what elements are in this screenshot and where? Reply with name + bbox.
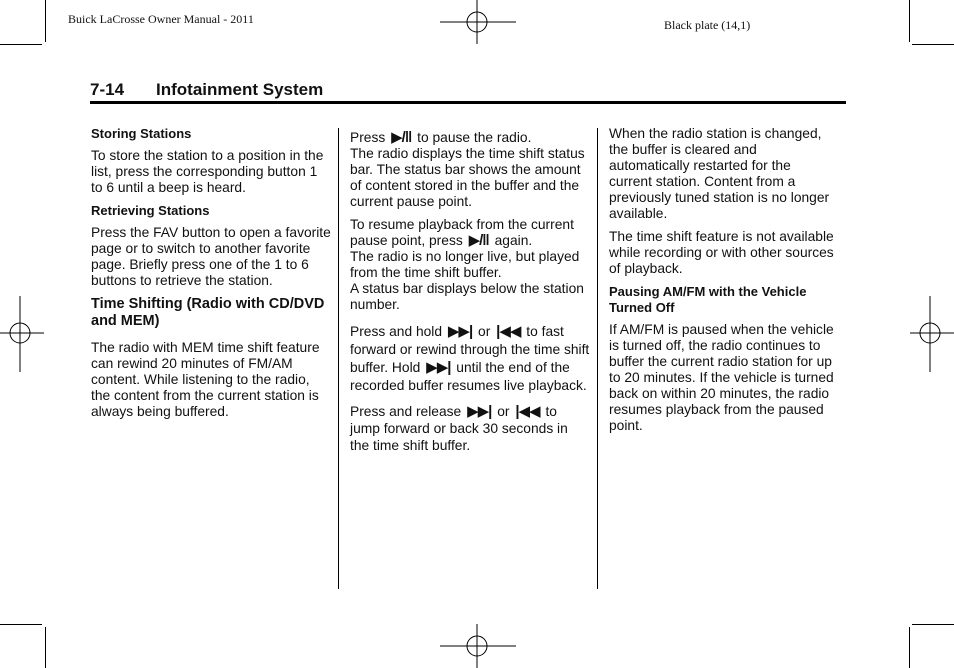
paragraph-status-bar: The radio displays the time shift status bar. The status bar shows the amount of content stored in the buffer and the current pause point. bbox=[350, 146, 585, 209]
paragraph-status-bar-below: A status bar displays below the station number. bbox=[350, 281, 584, 312]
play-pause-icon: ▶/‖ bbox=[391, 129, 412, 146]
section-number: 7-14 bbox=[90, 80, 125, 99]
heading-pausing-am-fm: Pausing AM/FM with the Vehicle Turned Off bbox=[609, 284, 807, 315]
rewind-icon: |◀◀ bbox=[515, 403, 540, 420]
heading-storing-stations: Storing Stations bbox=[91, 126, 192, 141]
play-pause-icon: ▶/‖ bbox=[468, 232, 489, 249]
column-3 bbox=[609, 126, 837, 441]
registration-mark-icon bbox=[440, 624, 516, 668]
crop-mark bbox=[909, 627, 910, 668]
crop-mark bbox=[45, 627, 46, 668]
paragraph-storing-stations: To store the station to a position in the list, press the corresponding button 1 to 6 until a beep is heard. bbox=[91, 148, 324, 195]
fast-forward-icon: ▶▶| bbox=[426, 359, 451, 376]
title-rule bbox=[90, 101, 846, 104]
paragraph-retrieving-stations: Press the FAV button to open a favorite page or to switch to another favorite page. Briefly press one of the 1 to 6 buttons to retrieve the station. bbox=[91, 225, 331, 288]
fast-forward-icon: ▶▶| bbox=[447, 323, 473, 340]
paragraph-paused-vehicle-off: If AM/FM is paused when the vehicle is turned off, the radio continues to buffer the current radio station for up to 20 minutes. If the vehicle is turned back on within 20 minutes, the radio resumes playback from the paused point. bbox=[609, 322, 834, 433]
paragraph-press-hold: Press and hold ▶▶| or |◀◀ to fast forward or rewind through the time shift buffer. Hold ▶▶| until the end of the recorded buffer resumes live playback. bbox=[350, 323, 590, 393]
crop-mark bbox=[0, 44, 42, 45]
column-divider bbox=[597, 128, 598, 589]
print-header-left: Buick LaCrosse Owner Manual - 2011 bbox=[68, 12, 254, 26]
heading-retrieving-stations: Retrieving Stations bbox=[91, 203, 210, 218]
column-divider bbox=[338, 128, 339, 589]
print-header-right: Black plate (14,1) bbox=[664, 18, 751, 32]
paragraph-time-shifting: The radio with MEM time shift feature can rewind 20 minutes of FM/AM content. While listening to the radio, the content from the current station is always being buffered. bbox=[91, 340, 320, 419]
section-name: Infotainment System bbox=[156, 80, 324, 99]
paragraph-not-available: The time shift feature is not available while recording or with other sources of playback. bbox=[609, 229, 834, 276]
paragraph-not-live: The radio is no longer live, but played from the time shift buffer. bbox=[350, 249, 580, 280]
registration-mark-icon bbox=[910, 296, 954, 372]
heading-time-shifting: Time Shifting (Radio with CD/DVD and MEM) bbox=[91, 296, 325, 329]
crop-mark bbox=[0, 624, 42, 625]
column-2 bbox=[350, 126, 590, 461]
crop-mark bbox=[912, 44, 954, 45]
rewind-icon: |◀◀ bbox=[496, 323, 521, 340]
crop-mark bbox=[909, 0, 910, 42]
registration-mark-icon bbox=[440, 0, 516, 44]
paragraph-station-changed: When the radio station is changed, the buffer is cleared and automatically restarted for the current station. Content from a previously tuned station is no longer available. bbox=[609, 126, 830, 221]
crop-mark bbox=[912, 624, 954, 625]
paragraph-pause: Press ▶/‖ to pause the radio. bbox=[350, 129, 532, 146]
paragraph-press-release: Press and release ▶▶| or |◀◀ to jump forward or back 30 seconds in the time shift buffer. bbox=[350, 403, 568, 453]
fast-forward-icon: ▶▶| bbox=[467, 403, 492, 420]
crop-mark bbox=[45, 0, 46, 42]
column-1 bbox=[91, 126, 331, 427]
section-title bbox=[90, 80, 323, 100]
paragraph-resume: To resume playback from the current pause point, press ▶/‖ again. bbox=[350, 217, 574, 249]
registration-mark-icon bbox=[0, 296, 44, 372]
